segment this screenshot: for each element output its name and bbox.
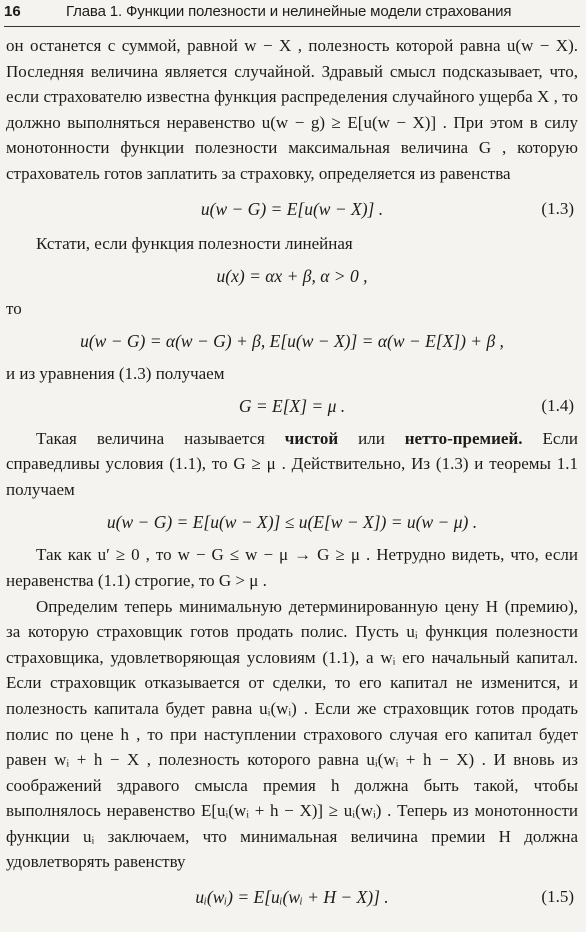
equation-1-3-formula: u(w − G) = E[u(w − X)] . [200, 198, 384, 219]
equation-1-5-number: (1.5) [541, 887, 574, 907]
paragraph-4: и из уравнения (1.3) получаем [6, 363, 225, 383]
paragraph-2: Кстати, если функция полезности линейная [36, 233, 353, 253]
equation-1-4-number: (1.4) [541, 395, 574, 415]
equation-1-3-number: (1.3) [541, 198, 574, 218]
equation-linear-utility [6, 256, 578, 296]
equation-jensen [6, 502, 578, 542]
equation-jensen-formula: u(w − G) = E[u(w − X)] ≤ u(E[w − X]) = u(w − μ) . [106, 512, 478, 533]
paragraph-1: он останется с суммой, равной w − X , полезность которой равна u(w − X). Последняя величина является случайной. Здравый смысл подсказывает, что, если страхователю известна функция распределения случайного ущерба X , то должно выполняться неравенство u(w − g) ≥ E[u(w − X)] . При этом в силу монотонности функции полезности максимальная величина G , которую страхователь готов заплатить за страховку, определяется из равенства [6, 36, 578, 183]
equation-1-4-formula: G = E[X] = μ . [238, 395, 346, 416]
equation-1-5-formula: uᵢ(wᵢ) = E[uᵢ(wᵢ + H − X)] . [195, 887, 389, 908]
equation-1-5 [6, 875, 578, 919]
term-net-premium: нетто-премией. [404, 428, 523, 448]
paragraph-5-text-b: или [338, 428, 405, 448]
page-body [6, 33, 578, 919]
equation-linear-pair-b: E[u(w − X)] = α(w − E[X]) + β , [269, 330, 504, 351]
running-header [4, 0, 580, 27]
page-number: 16 [4, 3, 21, 20]
paragraph-5-text-a: Такая величина называется [36, 428, 285, 448]
equation-linear-pair-a: u(w − G) = α(w − G) + β, [80, 330, 266, 351]
paragraph-7: Определим теперь минимальную детерминированную цену H (премию), за которую страховщик готов продать полис. Пусть uᵢ функция полезности страховщика, удовлетворяющая условиям (1.1), а wᵢ его начальный капитал. Если страховщик отказывается от сделки, то его капитал не изменится, и полезность капитала будет равна uᵢ(wᵢ) . Если же страховщик готов продать полис по цене h , то при наступлении страхового случая его капитал будет равен wᵢ + h − X , полезность которого равна uᵢ(wᵢ + h − X) . И вновь из соображений здравого смысла премия h должна быть такой, чтобы выполнялось неравенство E[uᵢ(wᵢ + h − X)] ≥ uᵢ(wᵢ) . Теперь из монотонности функции uᵢ заключаем, что минимальная величина премии H должна удовлетворять равенству [6, 596, 578, 872]
chapter-title: Глава 1. Функции полезности и нелинейные модели страхования [66, 3, 512, 20]
paragraph-5-text-c: Если справедливы условия (1.1), то G ≥ μ . Действительно, Из (1.3) и теоремы 1.1 получаем [6, 428, 578, 499]
equation-linear-utility-formula: u(x) = αx + β, α > 0 , [216, 265, 368, 286]
term-pure-premium: чистой [284, 428, 339, 448]
equation-linear-pair [6, 321, 578, 361]
equation-1-3 [6, 187, 578, 231]
paragraph-3: то [6, 298, 22, 318]
paragraph-6: Так как u′ ≥ 0 , то w − G ≤ w − μ → G ≥ μ . Нетрудно видеть, что, если неравенства (1.1) строгие, то G > μ . [6, 545, 578, 590]
paragraph-5 [6, 426, 578, 503]
equation-1-4 [6, 386, 578, 426]
